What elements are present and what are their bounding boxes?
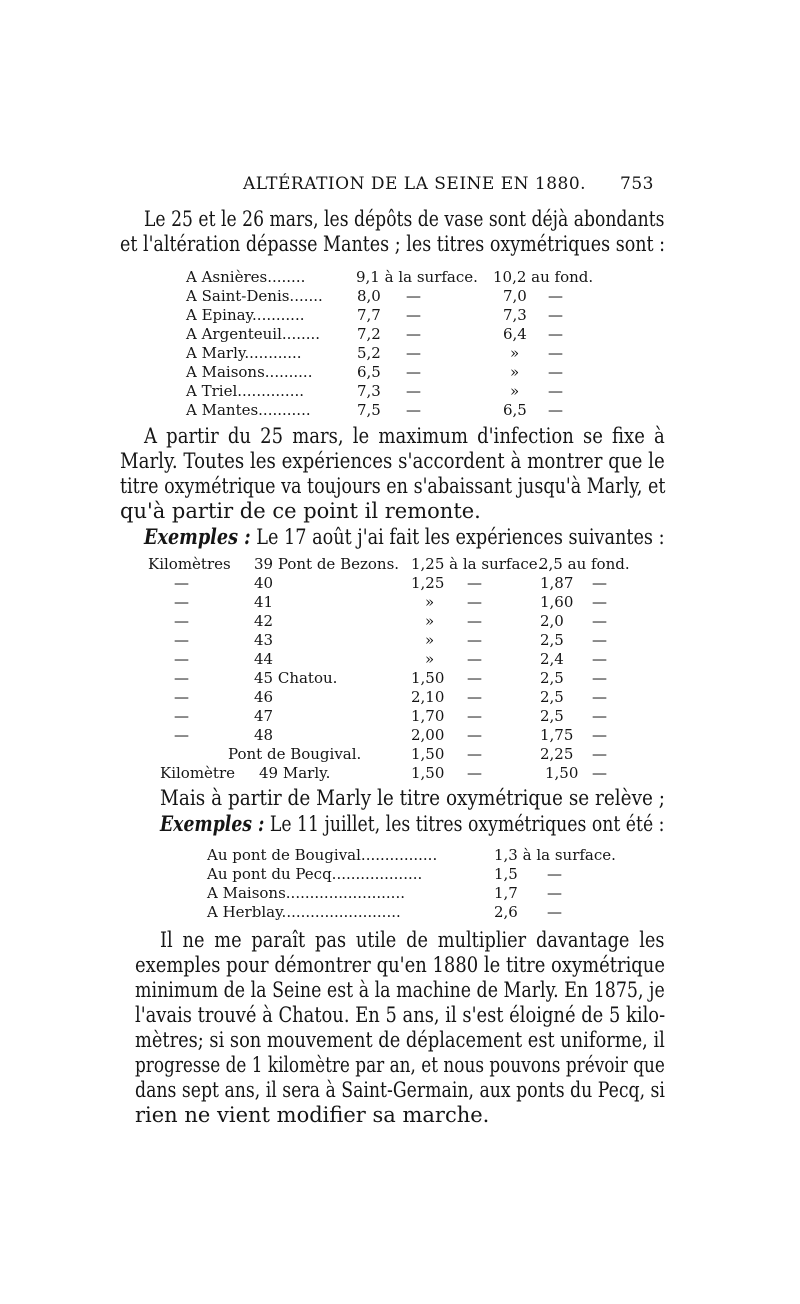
location-cell: 40 — [254, 574, 274, 592]
km-cell: Kilomètres — [148, 555, 231, 573]
paragraph-line: qu'à partir de ce point il remonte. — [120, 499, 481, 523]
fond-cell: » — [510, 363, 520, 381]
km-cell: — — [174, 688, 189, 706]
surface-cell: » — [425, 593, 435, 611]
fond-cell: 2,5 — [540, 688, 564, 706]
location-cell: 43 — [254, 631, 274, 649]
ditto-dash: — — [592, 688, 607, 706]
example-label: Exemples : — [144, 524, 251, 549]
example-line — [144, 524, 665, 549]
fond-cell: 2,25 — [540, 745, 574, 763]
ditto-dash: — — [467, 574, 482, 592]
ditto-dash: — — [467, 745, 482, 763]
ditto-dash: — — [592, 612, 607, 630]
place-cell: A Epinay........... — [186, 306, 305, 324]
place-cell: A Maisons.......... — [186, 363, 313, 381]
ditto-dash: — — [592, 764, 607, 782]
surface-cell: 1,5 — [494, 865, 518, 883]
km-cell: — — [174, 593, 189, 611]
fond-cell: 7,3 — [503, 306, 527, 324]
fond-cell: 1,75 — [540, 726, 574, 744]
paragraph-line: et l'altération dépasse Mantes ; les titres oxymétriques sont : — [120, 232, 666, 256]
surface-cell: 2,10 — [411, 688, 445, 706]
ditto-dash: — — [406, 363, 421, 381]
ditto-dash: — — [592, 574, 607, 592]
ditto-dash: — — [406, 325, 421, 343]
paragraph-line: Il ne me paraît pas utile de multiplier davantage les — [160, 928, 665, 952]
ditto-dash: — — [467, 669, 482, 687]
fond-cell: 10,2 au fond. — [493, 268, 594, 286]
place-cell: A Argenteuil........ — [186, 325, 321, 343]
surface-cell: 2,6 — [494, 903, 518, 921]
fond-cell: 2,4 — [540, 650, 564, 668]
ditto-dash: — — [467, 593, 482, 611]
ditto-dash: — — [406, 344, 421, 362]
km-cell: — — [174, 631, 189, 649]
ditto-dash: — — [592, 726, 607, 744]
place-cell: A Saint-Denis....... — [186, 287, 323, 305]
surface-cell: 1,50 — [411, 764, 445, 782]
running-title: ALTÉRATION DE LA SEINE EN 1880. — [243, 174, 587, 194]
ditto-dash: — — [467, 688, 482, 706]
location-cell: 42 — [254, 612, 274, 630]
km-cell: Kilomètre — [160, 764, 236, 782]
ditto-dash: — — [548, 363, 563, 381]
ditto-dash: — — [592, 707, 607, 725]
km-cell: — — [174, 650, 189, 668]
paragraph-line: minimum de la Seine est à la machine de Marly. En 1875, je — [135, 978, 665, 1002]
ditto-dash: — — [406, 287, 421, 305]
paragraph-line: exemples pour démontrer qu'en 1880 le titre oxymétrique — [135, 953, 665, 977]
ditto-dash: — — [547, 903, 562, 921]
surface-cell: 1,7 — [494, 884, 518, 902]
km-cell: — — [174, 707, 189, 725]
place-cell: A Triel.............. — [186, 382, 305, 400]
paragraph-line: A partir du 25 mars, le maximum d'infection se fixe à — [144, 424, 665, 448]
location-cell: 44 — [254, 650, 274, 668]
paragraph-line: Le 25 et le 26 mars, les dépôts de vase sont déjà abondants — [144, 207, 665, 231]
location-cell: 49 Marly. — [259, 764, 331, 782]
fond-cell: 6,5 — [503, 401, 527, 419]
place-cell: A Marly............ — [186, 344, 302, 362]
ditto-dash: — — [467, 612, 482, 630]
ditto-dash: — — [592, 650, 607, 668]
ditto-dash: — — [467, 707, 482, 725]
location-cell: 41 — [254, 593, 274, 611]
surface-cell: 1,70 — [411, 707, 445, 725]
ditto-dash: — — [548, 344, 563, 362]
fond-cell: 1,50 — [545, 764, 579, 782]
ditto-dash: — — [592, 669, 607, 687]
fond-cell: 2,0 — [540, 612, 564, 630]
fond-cell: 2,5 au fond. — [539, 555, 630, 573]
ditto-dash: — — [547, 884, 562, 902]
surface-cell: 1,25 — [411, 574, 445, 592]
ditto-dash: — — [406, 382, 421, 400]
surface-cell: 1,3 à la surface. — [494, 846, 616, 864]
surface-cell: » — [425, 631, 435, 649]
surface-cell: » — [425, 612, 435, 630]
ditto-dash: — — [592, 631, 607, 649]
paragraph-line: Mais à partir de Marly le titre oxymétrique se relève ; — [160, 786, 666, 810]
location-cell: 47 — [254, 707, 274, 725]
surface-cell: 1,50 — [411, 745, 445, 763]
surface-cell: » — [425, 650, 435, 668]
fond-cell: » — [510, 344, 520, 362]
ditto-dash: — — [592, 593, 607, 611]
surface-cell: 7,3 — [357, 382, 381, 400]
fond-cell: » — [510, 382, 520, 400]
paragraph-line: dans sept ans, il sera à Saint-Germain, aux ponts du Pecq, si — [135, 1078, 665, 1102]
location-cell: Pont de Bougival. — [228, 745, 362, 763]
fond-cell: 2,5 — [540, 631, 564, 649]
ditto-dash: — — [548, 287, 563, 305]
location-cell: 46 — [254, 688, 274, 706]
fond-cell: 2,5 — [540, 669, 564, 687]
ditto-dash: — — [406, 306, 421, 324]
example-text: Le 11 juillet, les titres oxymétriques ont été : — [264, 812, 665, 836]
paragraph-line: rien ne vient modifier sa marche. — [135, 1103, 490, 1127]
example-line — [160, 811, 664, 836]
ditto-dash: — — [547, 865, 562, 883]
example-text: Le 17 août j'ai fait les expériences suivantes : — [250, 525, 665, 549]
location-cell: 48 — [254, 726, 274, 744]
surface-cell: 1,25 à la surface. — [411, 555, 543, 573]
ditto-dash: — — [548, 401, 563, 419]
place-cell: A Asnières........ — [186, 268, 306, 286]
km-cell: — — [174, 669, 189, 687]
km-cell: — — [174, 612, 189, 630]
page-number: 753 — [620, 174, 654, 194]
ditto-dash: — — [467, 650, 482, 668]
surface-cell: 8,0 — [357, 287, 381, 305]
place-cell: A Herblay......................... — [207, 903, 401, 921]
fond-cell: 6,4 — [503, 325, 527, 343]
fond-cell: 1,60 — [540, 593, 574, 611]
surface-cell: 7,2 — [357, 325, 381, 343]
example-label: Exemples : — [160, 811, 265, 836]
place-cell: A Maisons......................... — [207, 884, 405, 902]
surface-cell: 6,5 — [357, 363, 381, 381]
ditto-dash: — — [406, 401, 421, 419]
ditto-dash: — — [548, 382, 563, 400]
ditto-dash: — — [467, 726, 482, 744]
surface-cell: 7,5 — [357, 401, 381, 419]
surface-cell: 9,1 à la surface. — [356, 268, 478, 286]
fond-cell: 1,87 — [540, 574, 574, 592]
surface-cell: 7,7 — [357, 306, 381, 324]
location-cell: 45 Chatou. — [254, 669, 338, 687]
km-cell: — — [174, 726, 189, 744]
fond-cell: 7,0 — [503, 287, 527, 305]
place-cell: A Mantes........... — [186, 401, 311, 419]
ditto-dash: — — [548, 325, 563, 343]
place-cell: Au pont du Pecq................... — [207, 865, 423, 883]
paragraph-line: mètres; si son mouvement de déplacement est uniforme, il — [135, 1028, 665, 1052]
paragraph-line: Marly. Toutes les expériences s'accordent à montrer que le — [120, 449, 665, 473]
paragraph-line: progresse de 1 kilomètre par an, et nous pouvons prévoir que — [135, 1053, 665, 1077]
location-cell: 39 Pont de Bezons. — [254, 555, 400, 573]
km-cell: — — [174, 574, 189, 592]
surface-cell: 2,00 — [411, 726, 445, 744]
ditto-dash: — — [467, 631, 482, 649]
ditto-dash: — — [467, 764, 482, 782]
fond-cell: 2,5 — [540, 707, 564, 725]
ditto-dash: — — [592, 745, 607, 763]
paragraph-line: titre oxymétrique va toujours en s'abaissant jusqu'à Marly, et — [120, 474, 666, 498]
surface-cell: 5,2 — [357, 344, 381, 362]
paragraph-line: l'avais trouvé à Chatou. En 5 ans, il s'est éloigné de 5 kilo- — [135, 1003, 666, 1027]
place-cell: Au pont de Bougival................ — [207, 846, 438, 864]
ditto-dash: — — [548, 306, 563, 324]
surface-cell: 1,50 — [411, 669, 445, 687]
